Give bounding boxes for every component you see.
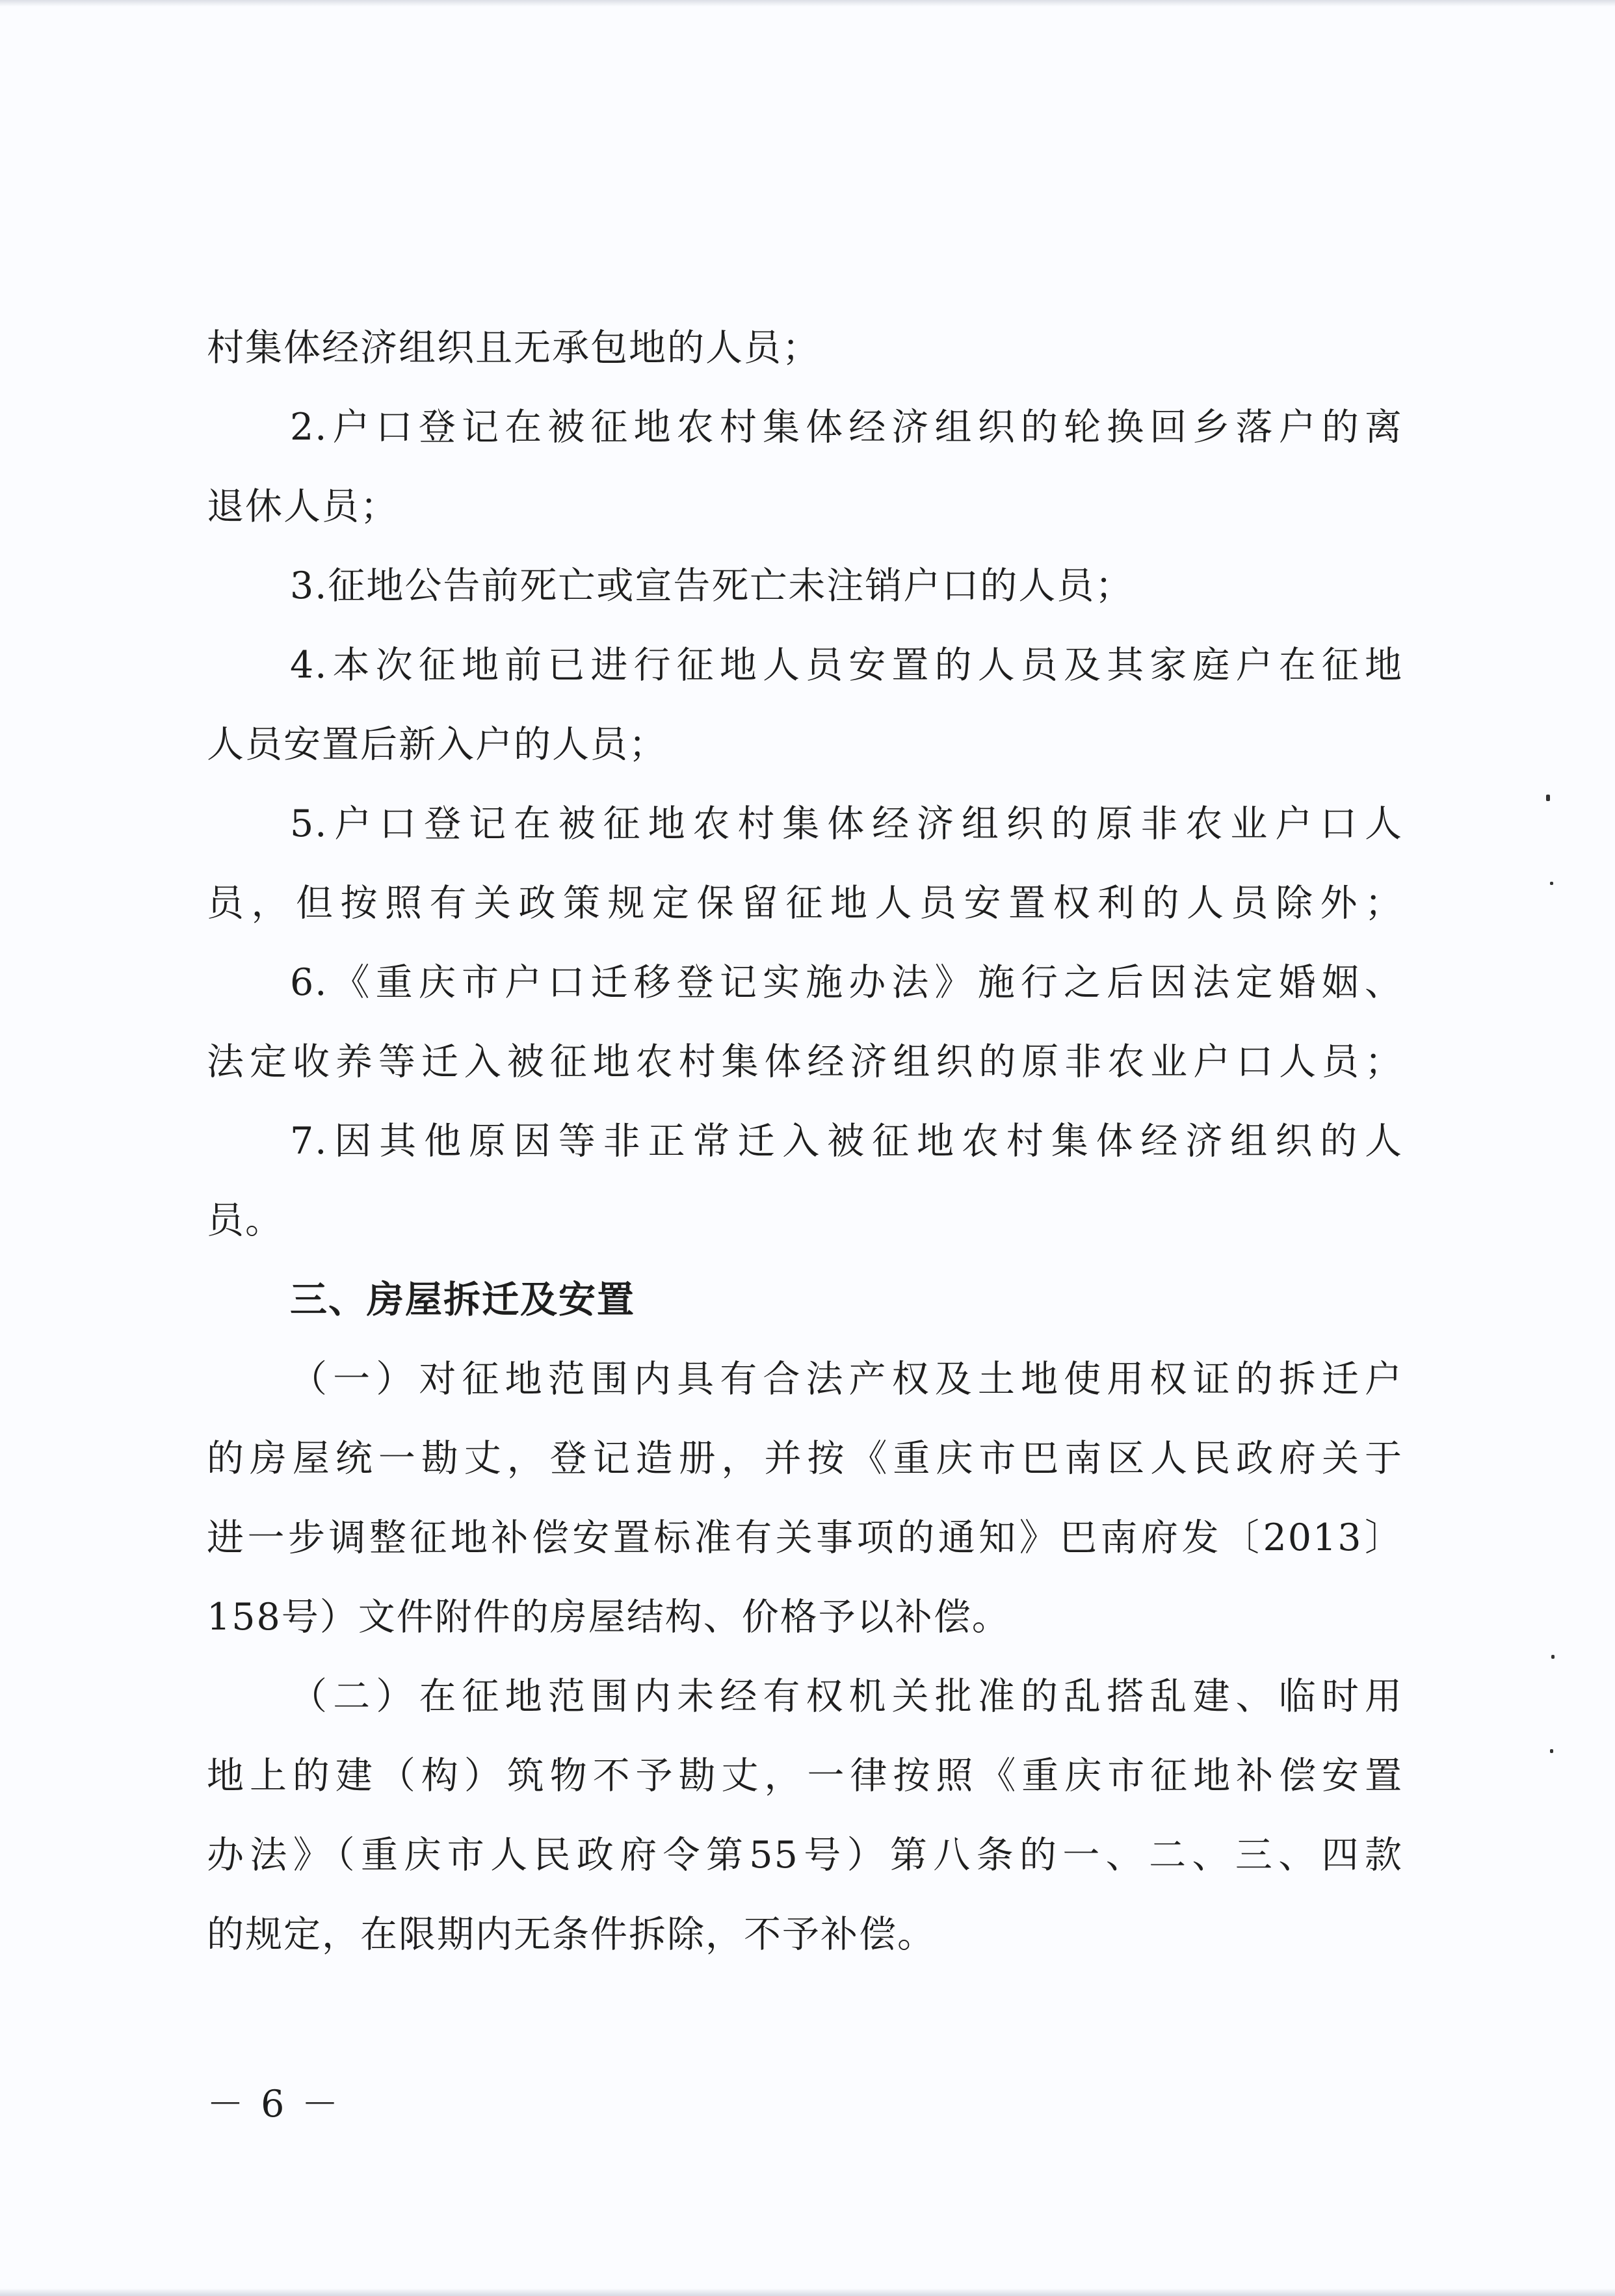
- text-line: （二）在征地范围内未经有权机关批准的乱搭乱建、临时用: [290, 1675, 1403, 1718]
- scan-speck: [1550, 1749, 1553, 1753]
- text-line: 地上的建（构）筑物不予勘丈，一律按照《重庆市征地补偿安置: [207, 1754, 1403, 1797]
- text-line: 员。: [207, 1199, 283, 1242]
- text-line: 进一步调整征地补偿安置标准有关事项的通知》巴南府发〔2013〕: [207, 1516, 1403, 1559]
- document-body: [207, 308, 1403, 1974]
- text-line: 的规定，在限期内无条件拆除，不予补偿。: [207, 1913, 936, 1956]
- text-line: 5.户口登记在被征地农村集体经济组织的原非农业户口人: [290, 802, 1403, 845]
- scan-speck: [1551, 1655, 1555, 1659]
- section-heading: 三、房屋拆迁及安置: [290, 1278, 635, 1321]
- text-line: 人员安置后新入户的人员；: [207, 723, 667, 766]
- text-line: 员，但按照有关政策规定保留征地人员安置权利的人员除外；: [207, 882, 1403, 925]
- text-line: 办法》（重庆市人民政府令第55号）第八条的一、二、三、四款: [207, 1834, 1403, 1877]
- text-line: 退休人员；: [207, 485, 399, 528]
- scan-speck: [1546, 795, 1550, 801]
- text-line: 法定收养等迁入被征地农村集体经济组织的原非农业户口人员；: [207, 1040, 1403, 1083]
- text-line: 2.户口登记在被征地农村集体经济组织的轮换回乡落户的离: [290, 406, 1403, 449]
- text-line: （一）对征地范围内具有合法产权及土地使用权证的拆迁户: [290, 1358, 1403, 1401]
- text-line: 6.《重庆市户口迁移登记实施办法》施行之后因法定婚姻、: [290, 961, 1403, 1004]
- text-line: 的房屋统一勘丈，登记造册，并按《重庆市巴南区人民政府关于: [207, 1437, 1403, 1480]
- text-line: 村集体经济组织且无承包地的人员；: [207, 326, 821, 369]
- page-number: － 6 －: [207, 2083, 341, 2126]
- scan-speck: [1550, 882, 1553, 885]
- scan-edge-top: [0, 0, 1615, 7]
- text-line: 7.因其他原因等非正常迁入被征地农村集体经济组织的人: [290, 1120, 1403, 1163]
- scan-edge-bottom: [0, 2288, 1615, 2296]
- text-line: 158号）文件附件的房屋结构、价格予以补偿。: [207, 1596, 1010, 1639]
- text-line: 4.本次征地前已进行征地人员安置的人员及其家庭户在征地: [290, 644, 1403, 687]
- text-line: 3.征地公告前死亡或宣告死亡未注销户口的人员；: [290, 564, 1134, 607]
